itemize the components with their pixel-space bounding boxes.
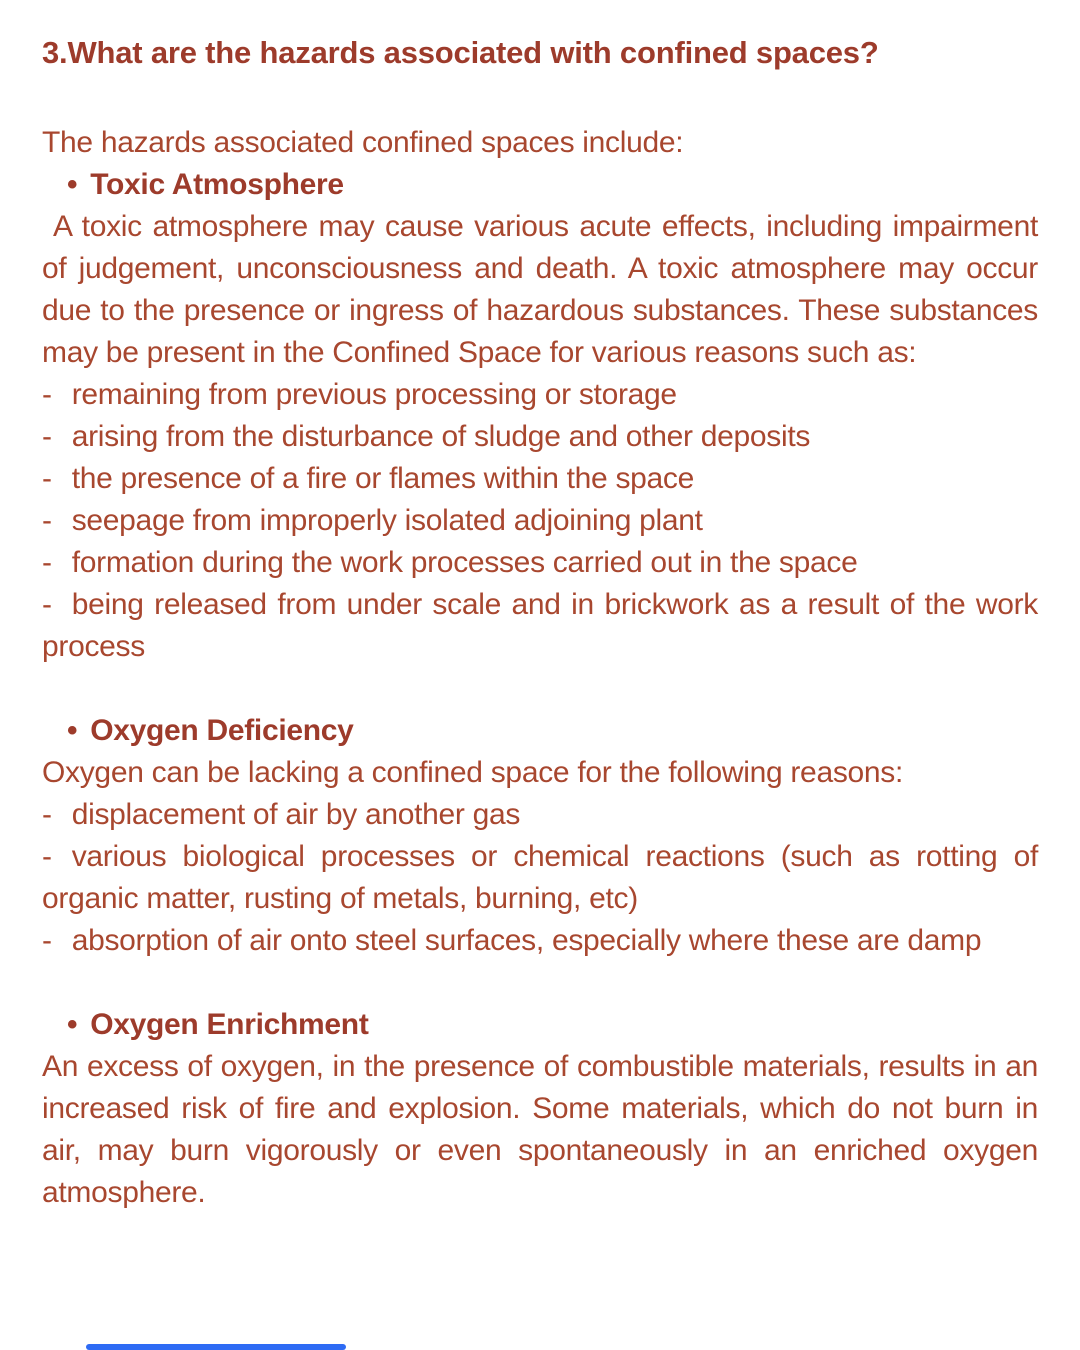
- list-item-text: formation during the work processes carried out in the space: [71, 546, 858, 579]
- dash-marker: -: [42, 420, 52, 453]
- bullet-icon: •: [67, 1008, 78, 1041]
- list-item: [42, 416, 1038, 458]
- dash-marker: -: [42, 840, 52, 873]
- dash-marker: -: [42, 378, 52, 411]
- list-item: [42, 794, 1038, 836]
- list-item: [42, 584, 1038, 668]
- list-item: [42, 374, 1038, 416]
- list-item-text: the presence of a fire or flames within the space: [71, 462, 695, 495]
- intro-text: The hazards associated confined spaces include:: [42, 126, 684, 159]
- dash-marker: -: [42, 504, 52, 537]
- section-oxygen-deficiency: [42, 710, 1038, 962]
- section-heading: Oxygen Deficiency: [90, 714, 354, 747]
- list-item: [42, 542, 1038, 584]
- dash-marker: -: [42, 462, 52, 495]
- dash-marker: -: [42, 546, 52, 579]
- section-paragraph: A toxic atmosphere may cause various acute effects, including impairment of judgement, unconsciousness and death. A toxic atmosphere may occur due to the presence or ingress of hazardous substances. These substances may be present in the Confined Space for various reasons such as:: [42, 210, 1038, 369]
- list-item: [42, 458, 1038, 500]
- dash-marker: -: [42, 588, 52, 621]
- section-heading-row: [42, 164, 1038, 206]
- dash-marker: -: [42, 798, 52, 831]
- bullet-icon: •: [67, 714, 78, 747]
- video-progress-bar[interactable]: [86, 1344, 345, 1350]
- list-item-text: absorption of air onto steel surfaces, especially where these are damp: [71, 924, 982, 957]
- list-item-text: various biological processes or chemical reactions (such as rotting of organic matter, rusting of metals, burning, etc): [42, 840, 1038, 915]
- page-title: 3.What are the hazards associated with confined spaces?: [42, 35, 879, 70]
- list-item: [42, 500, 1038, 542]
- section-paragraph: An excess of oxygen, in the presence of combustible materials, results in an increased risk of fire and explosion. Some materials, which do not burn in air, may burn vigorously or even spontaneously in an enriched oxygen atmosphere.: [42, 1050, 1038, 1209]
- section-heading-row: [42, 1004, 1038, 1046]
- list-item-text: being released from under scale and in brickwork as a result of the work process: [42, 588, 1038, 663]
- dash-marker: -: [42, 924, 52, 957]
- section-paragraph: Oxygen can be lacking a confined space for the following reasons:: [42, 756, 904, 789]
- section-toxic-atmosphere: [42, 164, 1038, 668]
- list-item: [42, 920, 1038, 962]
- list-item: [42, 836, 1038, 920]
- bullet-icon: •: [67, 168, 78, 201]
- section-heading-row: [42, 710, 1038, 752]
- list-item-text: remaining from previous processing or storage: [71, 378, 677, 411]
- list-item-text: displacement of air by another gas: [71, 798, 521, 831]
- list-item-text: seepage from improperly isolated adjoining plant: [71, 504, 703, 537]
- section-heading: Toxic Atmosphere: [90, 168, 344, 201]
- section-oxygen-enrichment: [42, 1004, 1038, 1214]
- list-item-text: arising from the disturbance of sludge and other deposits: [71, 420, 811, 453]
- section-heading: Oxygen Enrichment: [90, 1008, 369, 1041]
